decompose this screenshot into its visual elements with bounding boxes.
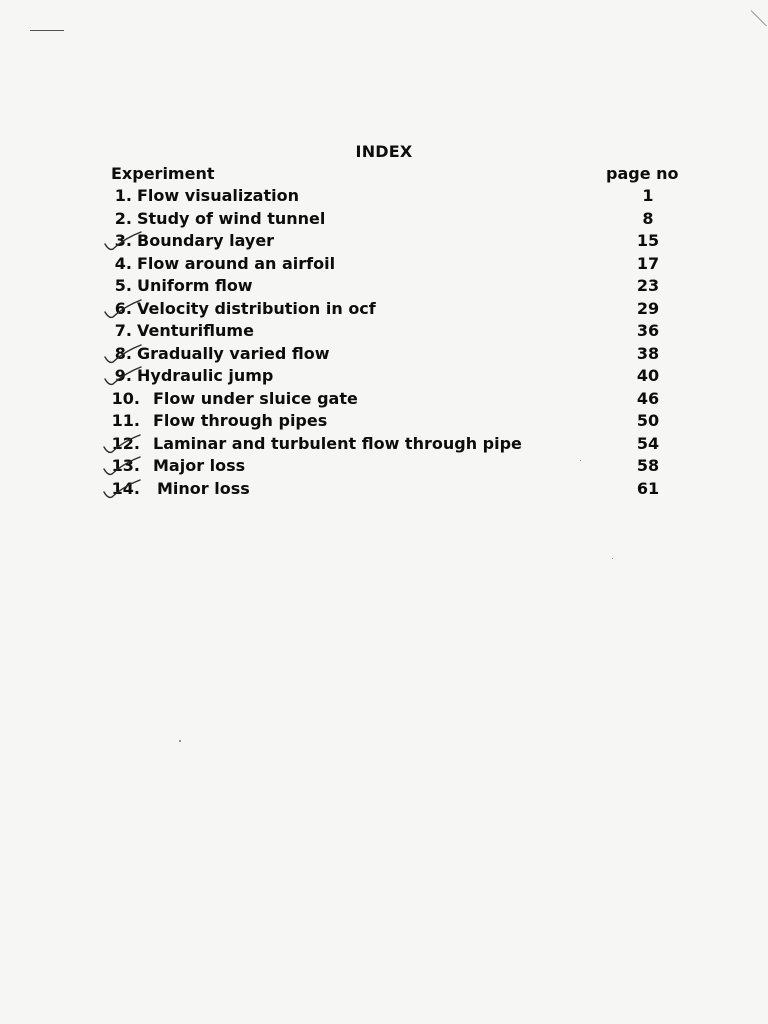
experiment-title: Flow under sluice gate — [153, 388, 358, 408]
index-row — [0, 411, 768, 434]
page-number: 54 — [636, 433, 660, 453]
index-heading: INDEX — [355, 142, 413, 161]
index-row — [0, 276, 768, 299]
experiment-title: Boundary layer — [137, 231, 275, 250]
experiment-title: Flow through pipes — [153, 411, 328, 430]
index-row — [0, 299, 768, 322]
page-number: 8 — [642, 208, 654, 228]
experiment-number: 12. — [111, 433, 140, 453]
experiment-number: 10. — [111, 388, 140, 408]
index-row — [0, 231, 768, 254]
experiment-number: 4. — [114, 253, 132, 273]
experiment-title: Study of wind tunnel — [137, 208, 326, 228]
experiment-number: 9. — [114, 366, 132, 385]
page-number: 61 — [636, 478, 660, 498]
page-number: 38 — [636, 343, 660, 363]
page-number: 1 — [642, 186, 654, 205]
experiment-title: Laminar and turbulent flow through pipe — [153, 433, 522, 453]
page-number: 15 — [636, 231, 660, 250]
index-row — [0, 254, 768, 277]
experiment-column-header: Experiment — [111, 164, 215, 183]
experiment-title: Minor loss — [157, 478, 250, 498]
experiment-title: Velocity distribution in ocf — [137, 298, 376, 318]
experiment-number: 11. — [111, 411, 140, 430]
index-row — [0, 434, 768, 457]
page-number: 29 — [636, 298, 660, 318]
index-row — [0, 344, 768, 367]
experiment-title: Uniform flow — [137, 276, 253, 295]
scan-edge-mark — [30, 30, 64, 31]
page-number: 40 — [636, 366, 660, 385]
experiment-number: 8. — [114, 343, 132, 363]
page-number-column-header: page no — [606, 164, 679, 183]
page-number: 46 — [636, 388, 660, 408]
experiment-title: Flow around an airfoil — [137, 253, 336, 273]
index-row — [0, 321, 768, 344]
scan-speck — [179, 740, 181, 742]
experiment-number: 13. — [111, 456, 140, 475]
experiment-title: Hydraulic jump — [137, 366, 274, 385]
experiment-title: Flow visualization — [137, 186, 299, 205]
index-row — [0, 186, 768, 209]
index-row — [0, 389, 768, 412]
page-number: 36 — [636, 321, 660, 340]
page-number: 50 — [636, 411, 660, 430]
index-row — [0, 209, 768, 232]
experiment-number: 7. — [114, 321, 132, 340]
index-row — [0, 456, 768, 479]
experiment-title: Venturiflume — [137, 321, 254, 340]
page-number: 58 — [636, 456, 660, 475]
index-list — [0, 186, 768, 501]
experiment-number: 5. — [114, 276, 132, 295]
page-number: 23 — [636, 276, 660, 295]
experiment-number: 3. — [114, 231, 132, 250]
page-number: 17 — [636, 253, 660, 273]
experiment-title: Major loss — [153, 456, 246, 475]
experiment-number: 14. — [111, 478, 140, 498]
experiment-number: 6. — [114, 298, 132, 318]
experiment-number: 1. — [114, 186, 132, 205]
scan-speck — [612, 558, 613, 559]
scan-edge-mark — [751, 10, 767, 26]
experiment-title: Gradually varied flow — [137, 343, 330, 363]
index-row — [0, 366, 768, 389]
experiment-number: 2. — [114, 208, 132, 228]
index-row — [0, 479, 768, 502]
